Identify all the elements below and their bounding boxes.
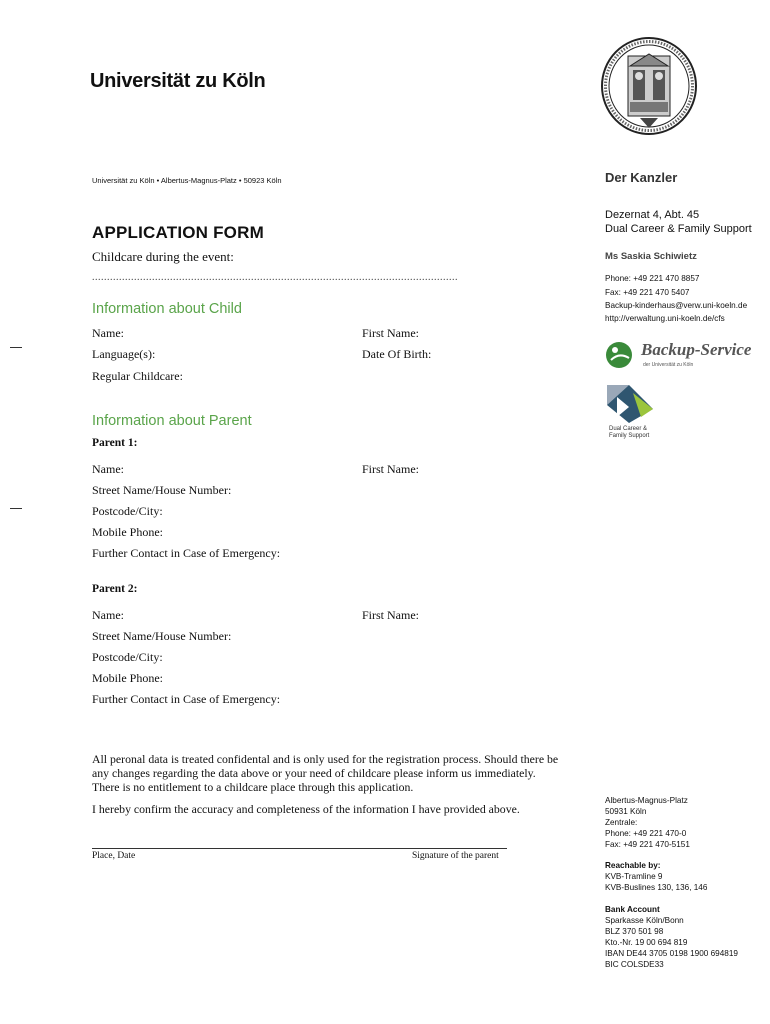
child-dob-field[interactable]: Date Of Birth: [362,347,432,361]
child-languages-field[interactable]: Language(s): [92,347,156,361]
bank-heading: Bank Account [605,905,660,914]
university-seal-icon [600,36,698,136]
university-name: Universität zu Köln [90,70,266,92]
address-line: Fax: +49 221 470-5151 [605,840,690,849]
contact-phone: Phone: +49 221 470 8857 [605,274,700,283]
child-regular-childcare-field[interactable]: Regular Childcare: [92,369,183,383]
bank-block [605,904,738,970]
backup-service-logo [603,338,763,374]
parent2-first-name-field[interactable]: First Name: [362,608,419,622]
bank-line: Kto.-Nr. 19 00 694 819 [605,938,688,947]
parent1-name-field[interactable]: Name: [92,462,124,476]
parent2-heading: Parent 2: [92,583,138,595]
event-fill-line[interactable]: .......................................................................................................................... [92,272,458,283]
address-line: Phone: +49 221 470-0 [605,829,687,838]
parent2-emergency-field[interactable]: Further Contact in Case of Emergency: [92,692,281,706]
dual-career-logo [603,383,663,443]
parent1-postcode-field[interactable]: Postcode/City: [92,504,163,518]
contact-website-link[interactable]: http://verwaltung.uni-koeln.de/cfs [605,314,725,323]
parent1-first-name-field[interactable]: First Name: [362,462,419,476]
reachable-line: KVB-Buslines 130, 136, 146 [605,883,708,892]
child-first-name-field[interactable]: First Name: [362,326,419,340]
child-section-heading: Information about Child [92,301,242,317]
contact-email-link[interactable]: Backup-kinderhaus@verw.uni-koeln.de [605,301,748,310]
form-title: APPLICATION FORM [92,223,264,242]
parent2-name-field[interactable]: Name: [92,608,124,622]
dual-career-logo-line2: Family Support [609,433,650,439]
parent2-mobile-field[interactable]: Mobile Phone: [92,671,163,685]
signature-line[interactable] [92,848,507,849]
contact-fax: Fax: +49 221 470 5407 [605,288,690,297]
reachable-block [605,860,707,893]
sender-address-line: Universität zu Köln • Albertus-Magnus-Platz • 50923 Köln [92,176,282,185]
privacy-notice: All peronal data is treated confidental and is only used for the registration process. Should there be any changes regarding the data above or your need of childcare please inform us immediately. There is no entitlement to a childcare place through this application. [92,752,559,794]
parent1-heading: Parent 1: [92,437,138,449]
place-date-label: Place, Date [92,851,136,861]
parent1-emergency-field[interactable]: Further Contact in Case of Emergency: [92,546,281,560]
office-title: Der Kanzler [605,170,678,185]
parent2-postcode-field[interactable]: Postcode/City: [92,650,163,664]
form-subtitle: Childcare during the event: [92,249,234,264]
dual-career-logo-line1: Dual Career & [609,426,648,432]
backup-logo-text: Backup-Service [641,340,752,359]
parent-section-heading: Information about Parent [92,413,252,429]
address-line: Zentrale: [605,818,638,827]
address-line: Albertus-Magnus-Platz [605,796,688,805]
department-line-2: Dual Career & Family Support [605,223,752,235]
parent1-mobile-field[interactable]: Mobile Phone: [92,525,163,539]
parent1-street-field[interactable]: Street Name/House Number: [92,483,232,497]
bank-line: BLZ 370 501 98 [605,927,664,936]
bank-line: IBAN DE44 3705 0198 1900 694819 [605,949,738,958]
bank-line: BIC COLSDE33 [605,960,664,969]
reachable-line: KVB-Tramline 9 [605,872,663,881]
child-name-field[interactable]: Name: [92,326,124,340]
backup-logo-subtext: der Universität zu Köln [643,362,694,368]
fold-mark [10,508,22,509]
signature-label: Signature of the parent [412,851,499,861]
dual-career-diamond-icon [603,383,655,427]
department-line-1: Dezernat 4, Abt. 45 [605,209,700,221]
parent2-street-field[interactable]: Street Name/House Number: [92,629,232,643]
address-block [605,795,690,850]
contact-name: Ms Saskia Schiwietz [605,251,697,262]
backup-leaf-icon [603,340,637,370]
fold-mark [10,347,22,348]
bank-line: Sparkasse Köln/Bonn [605,916,684,925]
address-line: 50931 Köln [605,807,647,816]
confirmation-statement: I hereby confirm the accuracy and completeness of the information I have provided above. [92,802,520,816]
reachable-heading: Reachable by: [605,861,661,870]
